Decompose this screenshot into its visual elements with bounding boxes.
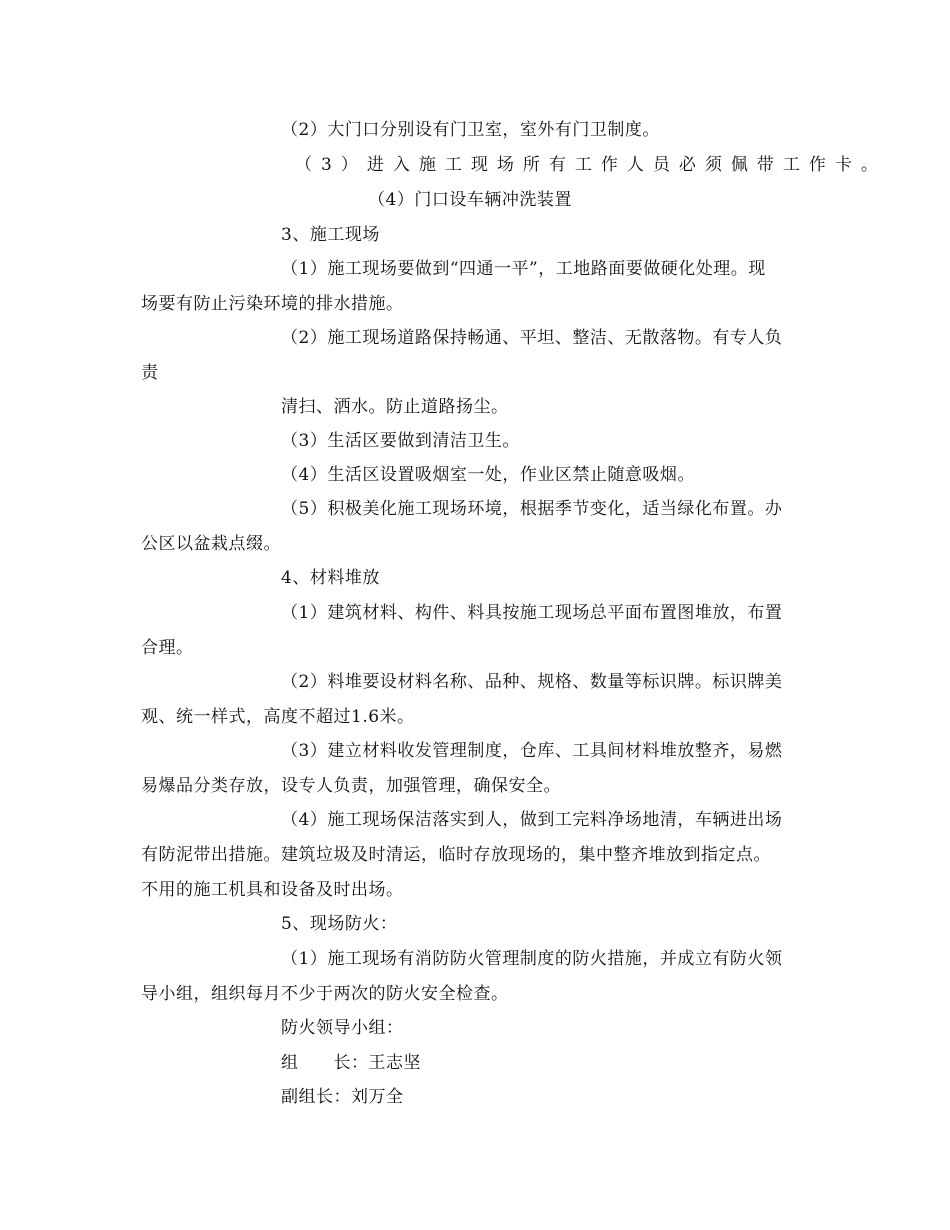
text-line: 公区以盆栽点缀。	[141, 534, 281, 554]
text-line: 不用的施工机具和设备及时出场。	[141, 880, 404, 900]
text-line: （3）生活区要做到清洁卫生。	[281, 431, 520, 451]
text-line: 场要有防止污染环境的排水措施。	[141, 294, 404, 314]
text-line: 组 长：王志坚	[281, 1053, 421, 1073]
text-line: （3）进入施工现场所有工作人员必须佩带工作卡。	[295, 155, 887, 175]
section-heading: 5、现场防火：	[281, 914, 398, 934]
text-line: 导小组，组织每月不少于两次的防火安全检查。	[141, 984, 509, 1004]
text-line: （4）施工现场保洁落实到人，做到工完料净场地清，车辆进出场	[281, 810, 783, 830]
section-heading: 4、材料堆放	[281, 568, 380, 588]
text-line: 有防泥带出措施。建筑垃圾及时清运，临时存放现场的，集中整齐堆放到指定点。	[141, 845, 771, 865]
section-heading: 3、施工现场	[281, 225, 380, 245]
text-line: 副组长：刘万全	[281, 1087, 404, 1107]
text-line: 清扫、洒水。防止道路扬尘。	[281, 397, 509, 417]
text-line: （2）大门口分别设有门卫室，室外有门卫制度。	[281, 120, 660, 140]
text-line: （1）施工现场有消防防火管理制度的防火措施，并成立有防火领	[281, 949, 783, 969]
text-line: （4）生活区设置吸烟室一处，作业区禁止随意吸烟。	[281, 465, 695, 485]
text-line: 合理。	[141, 638, 194, 658]
text-line: （2）料堆要设材料名称、品种、规格、数量等标识牌。标识牌美	[281, 672, 783, 692]
text-line: （3）建立材料收发管理制度，仓库、工具间材料堆放整齐，易燃	[281, 741, 783, 761]
text-line: （4）门口设车辆冲洗装置	[368, 190, 572, 210]
text-line: 观、统一样式，高度不超过1.6米。	[141, 707, 415, 727]
text-line: 防火领导小组：	[281, 1018, 404, 1038]
text-line: 责	[141, 363, 159, 383]
text-line: （2）施工现场道路保持畅通、平坦、整洁、无散落物。有专人负	[281, 328, 783, 348]
text-line: （1）建筑材料、构件、料具按施工现场总平面布置图堆放，布置	[281, 603, 783, 623]
text-line: 易爆品分类存放，设专人负责，加强管理，确保安全。	[141, 776, 561, 796]
text-line: （1）施工现场要做到“四通一平”，工地路面要做硬化处理。现	[281, 259, 766, 279]
text-line: （5）积极美化施工现场环境，根据季节变化，适当绿化布置。办	[281, 499, 783, 519]
